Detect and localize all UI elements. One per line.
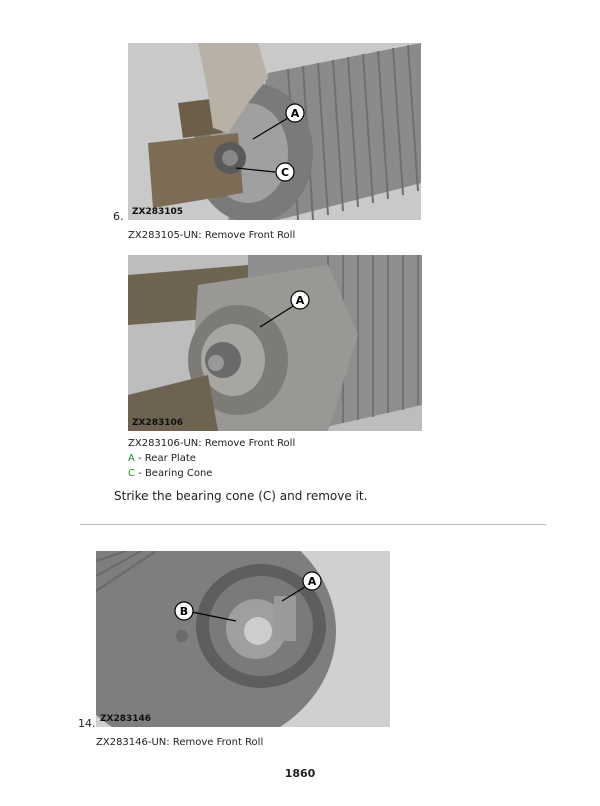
step-number: 6. <box>113 210 124 223</box>
image-id: ZX283146 <box>100 714 152 724</box>
legend-text: - Bearing Cone <box>134 468 213 479</box>
photo-remove-front-roll-3 <box>96 551 390 727</box>
figure-caption: ZX283106-UN: Remove Front Roll <box>128 438 296 449</box>
legend-key: C <box>128 468 135 479</box>
image-id: ZX283105 <box>132 207 184 217</box>
photo-3-illustration <box>96 551 390 727</box>
legend-item-c <box>128 466 212 481</box>
callout-b: B <box>179 605 189 618</box>
callout-a: A <box>290 107 300 120</box>
legend-key: A <box>128 453 135 464</box>
figure-caption: ZX283146-UN: Remove Front Roll <box>96 737 264 748</box>
callout-a: A <box>307 575 317 588</box>
figure-caption: ZX283105-UN: Remove Front Roll <box>128 230 296 241</box>
photo-1-illustration <box>128 43 421 220</box>
photo-2-illustration <box>128 255 422 431</box>
page-number: 1860 <box>284 767 316 780</box>
legend-item-a <box>128 451 196 466</box>
image-id: ZX283106 <box>132 418 184 428</box>
photo-remove-front-roll-2 <box>128 255 422 431</box>
instruction-text: Strike the bearing cone (C) and remove it. <box>114 489 368 503</box>
callout-c: C <box>280 166 290 179</box>
photo-remove-front-roll-1 <box>128 43 421 220</box>
callout-a: A <box>295 294 305 307</box>
section-divider <box>80 524 546 525</box>
step-number: 14. <box>78 717 96 730</box>
legend-text: - Rear Plate <box>134 453 196 464</box>
